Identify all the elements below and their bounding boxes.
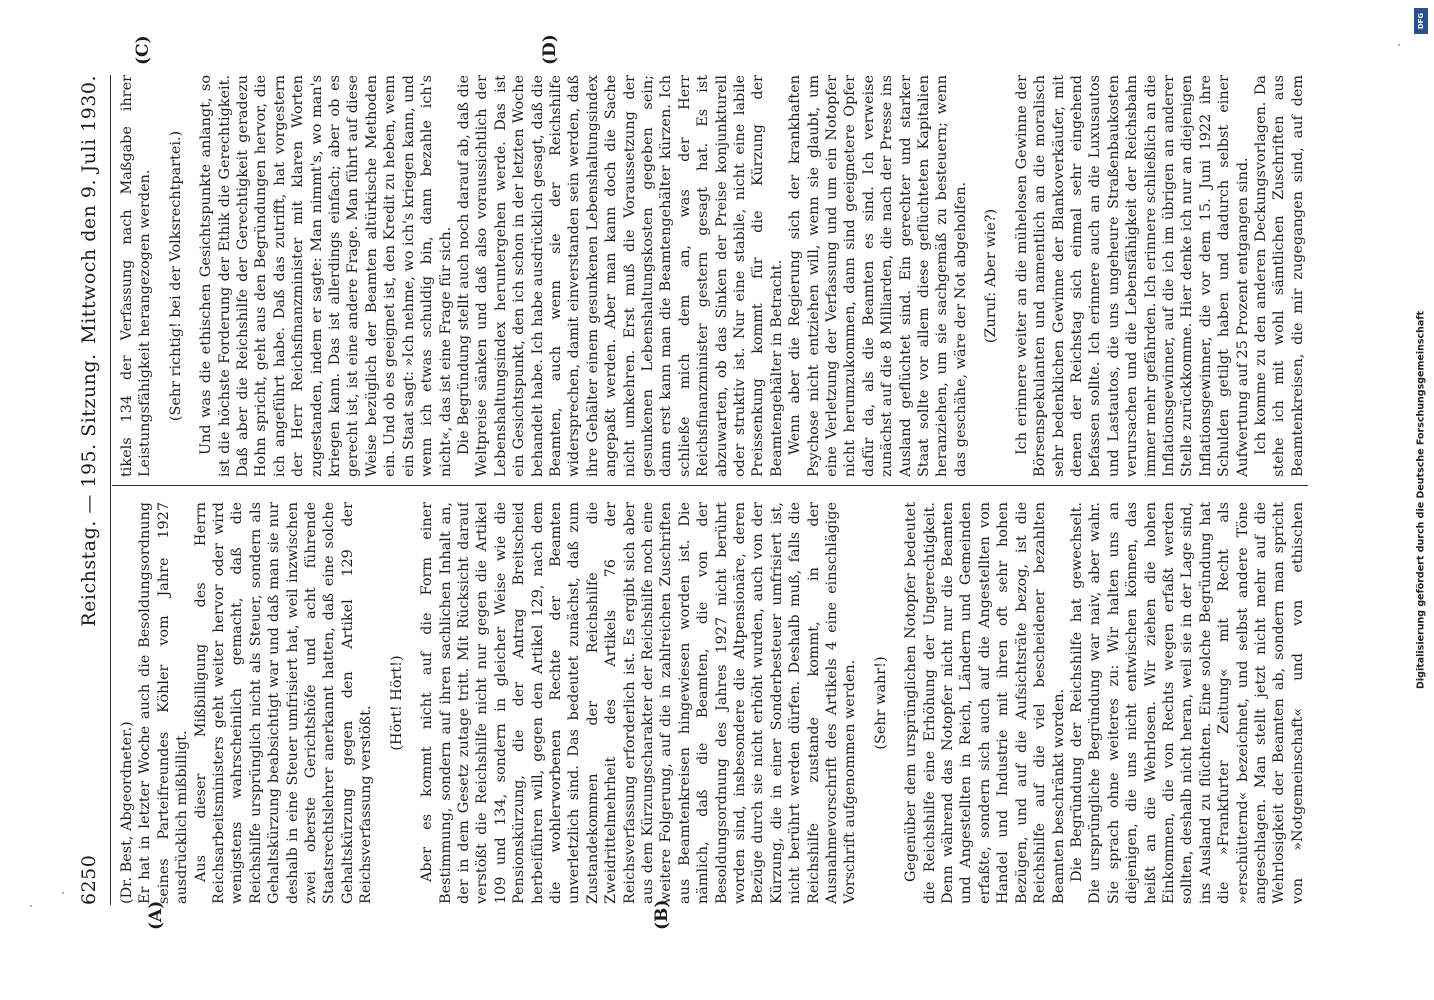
margin-marker-a: (A) [146,900,166,930]
page-header [78,75,108,905]
margin-marker-d: (D) [540,34,560,65]
session-date: Mittwoch den 9. Juli 1930. [78,75,100,344]
scan-speck [30,905,32,907]
interjection: (Hört! Hört!) [388,655,405,751]
digitization-sidebar [1409,0,1433,1000]
interjection: (Sehr richtig! bei der Volksrechtpartei.) [167,130,184,422]
interjection: (Zuruf: Aber wie?) [983,208,1000,344]
left-text-column [118,502,1308,904]
scan-speck [1398,44,1400,46]
scan-speck [62,892,64,894]
paragraph: tikels 134 der Verfassung nach Maßgabe ihrer Leistungsfähigkeit herangezogen werden. [119,75,154,477]
paragraph: Gegenüber dem ursprünglichen Notopfer bedeutet die Reichshilfe eine Erhöhung der Ungerechtigkeit. Denn während das Notopfer nicht nur die Beamten und Angestellten in Reich, Ländern und Gemeinden erfaßte, sondern sich auch auf die Angestellten von Handel und Industrie mit ihren oft sehr hohen Bezügen, und auf die Aufsichtsräte bezog, ist die Reichshilfe auf die viel bescheidener bezahlten Beamten beschränkt worden. [903,502,1067,904]
paragraph: Aber es kommt nicht auf die Form einer Bestimmung, sondern auf ihren sachlichen Inhalt an, der in dem Gesetz zutage tritt. Mit Rücksicht darauf verstößt die Reichshilfe nicht nur gegen die Artikel 109 und 134, sondern in gleicher Weise wie die Pensionskürzung, die der Antrag Breitscheid herbeiführen will, gegen den Artikel 129, nach dem die wohlerworbenen Rechte der Beamten unverletzlich sind. Das bedeutet zunächst, daß zum Zustandekommen der Reichshilfe die Zweidrittelmehrheit des Artikels 76 der Reichsverfassung erforderlich ist. Es ergibt sich aber aus dem Kürzungscharakter der Reichshilfe noch eine weitere Folgerung, auf die in zahlreichen Zuschriften aus Beamtenkreisen hingewiesen worden ist. Die nämlich, daß die Beamten, die von der Besoldungsordnung des Jahres 1927 nicht berührt worden sind, insbesondere die Altpensionäre, deren Bezüge durch sie nicht erhöht wurden, auch von der Kürzung, die in einer Sonderbesteuer umfrisiert ist, nicht berührt werden dürfen. Deshalb muß, falls die Reichshilfe zustande kommt, in der Ausnahmevorschrift des Artikels 4 eine einschlägige Vorschrift aufgenommen werden. [419,502,859,904]
paragraph: (Dr. Best, Abgeordneter.) [119,721,135,904]
margin-marker-b: (B) [652,899,672,930]
paragraph: Er hat in letzter Woche auch die Besoldungsordnung seines Parteifreundes Köhler vom Jahre 1927 ausdrücklich mißbilligt. [137,502,191,904]
dfg-logo-text: DFG [1417,12,1425,30]
right-text-column [118,75,1308,477]
paragraph: Die Begründung stellt auch noch darauf ab, daß die Weltpreise sänken und daß also voraussichtlich der Lebenshaltungsindex heruntergehen werde. Das ist ein Gesichtspunkt, den ich schon in der letzten Woche behandelt habe. Ich habe ausdrücklich gesagt, daß die Beamten, auch wenn sie der Reichshilfe widersprechen, damit einverstanden sein werden, daß ihre Gehälter einem gesunkenen Lebenshaltungsindex angepaßt werden. Aber man kann doch die Sache nicht umkehren. Erst muß die Voraussetzung der gesunkenen Lebenshaltungskosten gegeben sein; dann erst kann man die Beamtengehälter kürzen. Ich schließe mich dem an, was der Herr Reichsfinanzminister gestern gesagt hat. Es ist abzuwarten, ob das Sinken der Preise konjunkturell oder struktiv ist. Nur eine stabile, nicht eine labile Preissenkung kommt für die Kürzung der Beamtengehälter in Betracht. [455,75,785,477]
paragraph: Aus dieser Mißbilligung des Herrn Reichsarbeitsministers geht weiter hervor oder wird wenigstens wahrscheinlich gemacht, daß die Reichshilfe ursprünglich nicht als Steuer, sondern als Gehaltskürzung beabsichtigt war und daß man sie nur deshalb in eine Steuer umfrisiert hat, weil inzwischen zwei oberste Gerichtshöfe und acht führende Staatsrechtslehrer anerkannt hatten, daß eine solche Gehaltskürzung gegen den Artikel 129 der Reichsverfassung verstößt. [192,502,375,904]
header-rule [110,75,111,905]
paragraph: Und was die ethischen Gesichtspunkte anlangt, so ist die höchste Forderung der Ethik die Gerechtigkeit. Daß aber die Reichshilfe der Gerechtigkeit geradezu Hohn spricht, geht aus den Begründungen hervor, die ich angeführt habe. Daß das zutrifft, hat vorgestern der Herr Reichsfinanzminister mit klaren Worten zugestanden, indem er sagte: Man nimmt's, wo man's kriegen kann. Das ist allerdings einfach; aber ob es gerecht ist, ist eine andere Frage. Man führt auf diese Weise bezüglich der Beamten altürkische Methoden ein. Und ob es geeignet ist, den Kredit zu heben, wenn ein Staat sagt: »Ich nehme, wo ich's kriegen kann, und wenn ich etwas schuldig bin, dann bezahle ich's nicht«, das ist eine Frage für sich. [198,75,454,477]
paragraph: Wenn aber die Regierung sich der krankhaften Psychose nicht entziehen will, wenn sie glaubt, um eine Verletzung der Verfassung und um ein Notopfer nicht herumzukommen, dann sind geeignetere Opfer dafür da, als die Beamten es sind. Ich verweise zunächst auf die 8 Milliarden, die nach der Presse ins Ausland geflüchtet sind. Ein gerechter und starker Staat sollte vor allem diese geflüchteten Kapitalien heranziehen, um sie sachgemäß zu besteuern; wenn das geschähe, wäre der Not abgeholfen. [787,75,969,477]
digitization-credit: Digitalisierung gefördert durch die Deutsche Forschungsgemeinschaft [1415,311,1427,689]
paragraph: Die Begründung der Reichshilfe hat gewechselt. Die ursprüngliche Begründung war naiv, aber wahr. Sie sprach ohne weiteres zu: Wir halten uns an diejenigen, die uns nicht entwischen können, das heißt an die Wehrlosen. Wir ziehen die hohen Einkommen, die von Rechts wegen erfaßt werden sollten, deshalb nicht heran, weil sie in der Lage sind, ins Ausland zu flüchten. Eine solche Begründung hat die »Frankfurter Zeitung« mit Recht als »erschütternd« bezeichnet, und selbst andere Töne angeschlagen. Man stellt jetzt nicht mehr auf die Wehrlosigkeit der Beamten ab, sondern man spricht von »Notgemeinschaft« und von ethischen [1068,502,1306,904]
paragraph: Ich komme zu den anderen Deckungsvorlagen. Da stehe ich mit wohl sämtlichen Zuschriften aus Beamtenkreisen, die mir zugegangen sind, auf dem [1252,75,1306,477]
paragraph: Ich erinnere weiter an die mühelosen Gewinne der Börsenspekulanten und namentlich an die moralisch sehr bedenklichen Gewinne der Blankoverkäufer, mit denen der Reichstag sich einmal sehr eingehend befassen sollte. Ich erinnere auch an die Luxusautos und Lastautos, die uns ungeheure Straßenbaukosten verursachen und die Lebensfähigkeit der Reichsbahn immer mehr gefährden. Ich erinnere schließlich an die Inflationsgewinner, auf die ich im übrigen an anderer Stelle zurückkomme. Hier denke ich nur an diejenigen Inflationsgewinner, die vor dem 15. Juni 1922 ihre Schulden getilgt haben und dadurch selbst einer Aufwertung auf 25 Prozent entgangen sind. [1013,75,1251,477]
page-number: 6250 [78,854,100,905]
dfg-logo-icon [1414,8,1428,34]
margin-marker-c: (C) [133,35,153,65]
session-title: Reichstag. — 195. Sitzung. [78,353,100,627]
column-divider [112,485,1308,486]
interjection: (Sehr wahr!) [872,656,889,750]
